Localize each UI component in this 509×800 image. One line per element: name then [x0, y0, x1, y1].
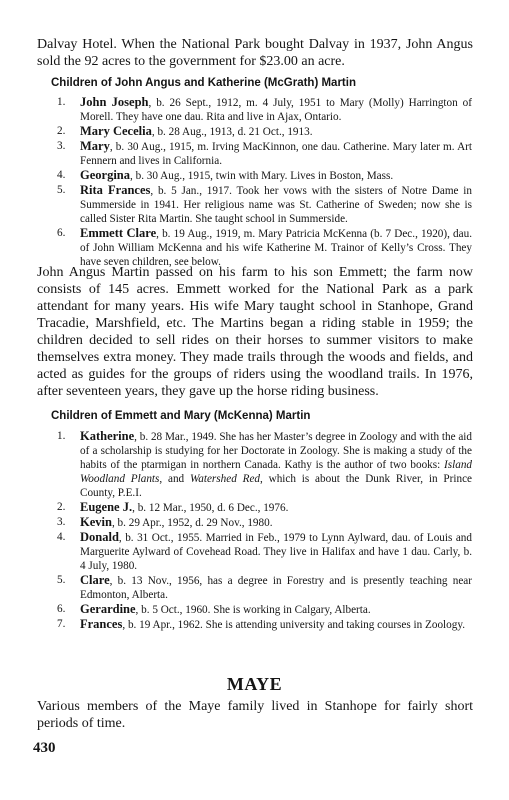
list-number: 2. [57, 125, 66, 137]
child-name: Kevin [80, 515, 112, 529]
child-name: Gerardine [80, 602, 136, 616]
list-item [0, 515, 472, 530]
list-item [0, 124, 472, 139]
child-name: Frances [80, 617, 123, 631]
list-number: 3. [57, 140, 66, 152]
child-name: Katherine [80, 429, 135, 443]
child-name: Clare [80, 573, 110, 587]
child-name: Mary Cecelia [80, 124, 152, 138]
child-details: , b. 28 Aug., 1913, d. 21 Oct., 1913. [151, 126, 313, 138]
list-item [0, 429, 472, 500]
child-details: , b. 31 Oct., 1955. Married in Feb., 1979 to Lynn Aylward, dau. of Louis and Marguerite Aylward of Covehead Road. They live in Halifax and have 1 dau. Carly, b. 4 July, 1980. [80, 532, 472, 572]
list-number: 7. [57, 618, 66, 630]
list-number: 5. [57, 184, 66, 196]
child-details: , b. 12 Mar., 1950, d. 6 Dec., 1976. [132, 502, 289, 514]
section-paragraph: Various members of the Maye family lived in Stanhope for fairly short periods of time. [37, 699, 473, 731]
child-details: , b. 30 Aug., 1915, twin with Mary. Lives in Boston, Mass. [130, 170, 394, 182]
book-title: Watershed Red [189, 473, 260, 485]
middle-paragraph: John Angus Martin passed on his farm to his son Emmett; the farm now consists of 145 acres. Emmett worked for the National Park as a park attendant for many years. His wife Mary taught school in Stanhope, Grand Tracadie, Marshfield, etc. The Martins began a riding stable in 1959; the children decided to sell rides on their horses to summer visitors to make themselves extra money. They made trails through the woods and fields, and acted as guides for the groups of riders using the woodland trails. In 1976, after seventeen years, they gave up the horse riding business. [37, 265, 473, 399]
list-item [0, 183, 472, 226]
family2-children-list [0, 429, 472, 632]
child-name: Mary [80, 139, 110, 153]
list-number: 1. [57, 96, 66, 108]
child-name: Rita Frances [80, 183, 151, 197]
family1-heading: Children of John Angus and Katherine (McGrath) Martin [51, 77, 356, 89]
list-item [0, 602, 472, 617]
child-details-tail: , which is about the Dunk River, in Prince County, P.E.I. [80, 473, 472, 499]
child-details: , b. 19 Apr., 1962. She is attending university and taking courses in Zoology. [122, 619, 465, 631]
list-item [0, 530, 472, 573]
list-number: 1. [57, 430, 66, 442]
list-item [0, 573, 472, 602]
list-item [0, 500, 472, 515]
list-item [0, 617, 472, 632]
child-details-connector: , and [159, 473, 190, 485]
page-number: 430 [33, 740, 56, 756]
list-number: 3. [57, 516, 66, 528]
list-number: 2. [57, 501, 66, 513]
list-item [0, 168, 472, 183]
section-title: MAYE [226, 674, 283, 694]
child-name: Georgina [80, 168, 130, 182]
list-item [0, 139, 472, 168]
child-details: , b. 30 Aug., 1915, m. Irving MacKinnon, one dau. Catherine. Mary later m. Art Fennern and lives in California. [80, 141, 472, 167]
list-item [0, 95, 472, 124]
child-name: Donald [80, 530, 119, 544]
family2-heading: Children of Emmett and Mary (McKenna) Martin [51, 410, 311, 422]
book-title: Island Woodland Plants [80, 459, 472, 485]
child-details: , b. 5 Jan., 1917. Took her vows with the sisters of Notre Dame in Summerside in 1941. Her religious name was St. Catherine of Sweden; now she is called Sister Rita Martin. She taught school in Summerside. [80, 185, 472, 225]
child-details: , b. 26 Sept., 1912, m. 4 July, 1951 to Mary (Molly) Harrington of Morell. They have one dau. Rita and live in Ajax, Ontario. [80, 97, 472, 123]
list-number: 6. [57, 603, 66, 615]
family1-children-list [0, 95, 472, 269]
child-details: , b. 13 Nov., 1956, has a degree in Forestry and is presently teaching near Edmonton, Alberta. [80, 575, 472, 601]
child-details: , b. 28 Mar., 1949. She has her Master’s degree in Zoology and with the aid of a scholarship is studying for her Doctorate in Zoology. She is making a study of the habits of the ptarmigan in northern Canada. Kathy is the author of two books: [80, 431, 473, 471]
list-number: 4. [57, 169, 66, 181]
intro-paragraph: Dalvay Hotel. When the National Park bought Dalvay in 1937, John Angus sold the 92 acres to the government for $23.00 an acre. [37, 37, 473, 69]
list-number: 4. [57, 531, 66, 543]
child-name: Emmett Clare [80, 226, 157, 240]
child-details: , b. 29 Apr., 1952, d. 29 Nov., 1980. [111, 517, 273, 529]
child-details: , b. 5 Oct., 1960. She is working in Calgary, Alberta. [135, 604, 371, 616]
child-name: John Joseph [80, 95, 149, 109]
child-name: Eugene J. [80, 500, 133, 514]
child-details: , b. 19 Aug., 1919, m. Mary Patricia McKenna (b. 7 Dec., 1920), dau. of John William McKenna and his wife Katherine M. Trainor of Kelly’s Cross. They have seven children, see below. [80, 228, 473, 268]
list-number: 6. [57, 227, 66, 239]
list-number: 5. [57, 574, 66, 586]
list-item [0, 226, 472, 269]
